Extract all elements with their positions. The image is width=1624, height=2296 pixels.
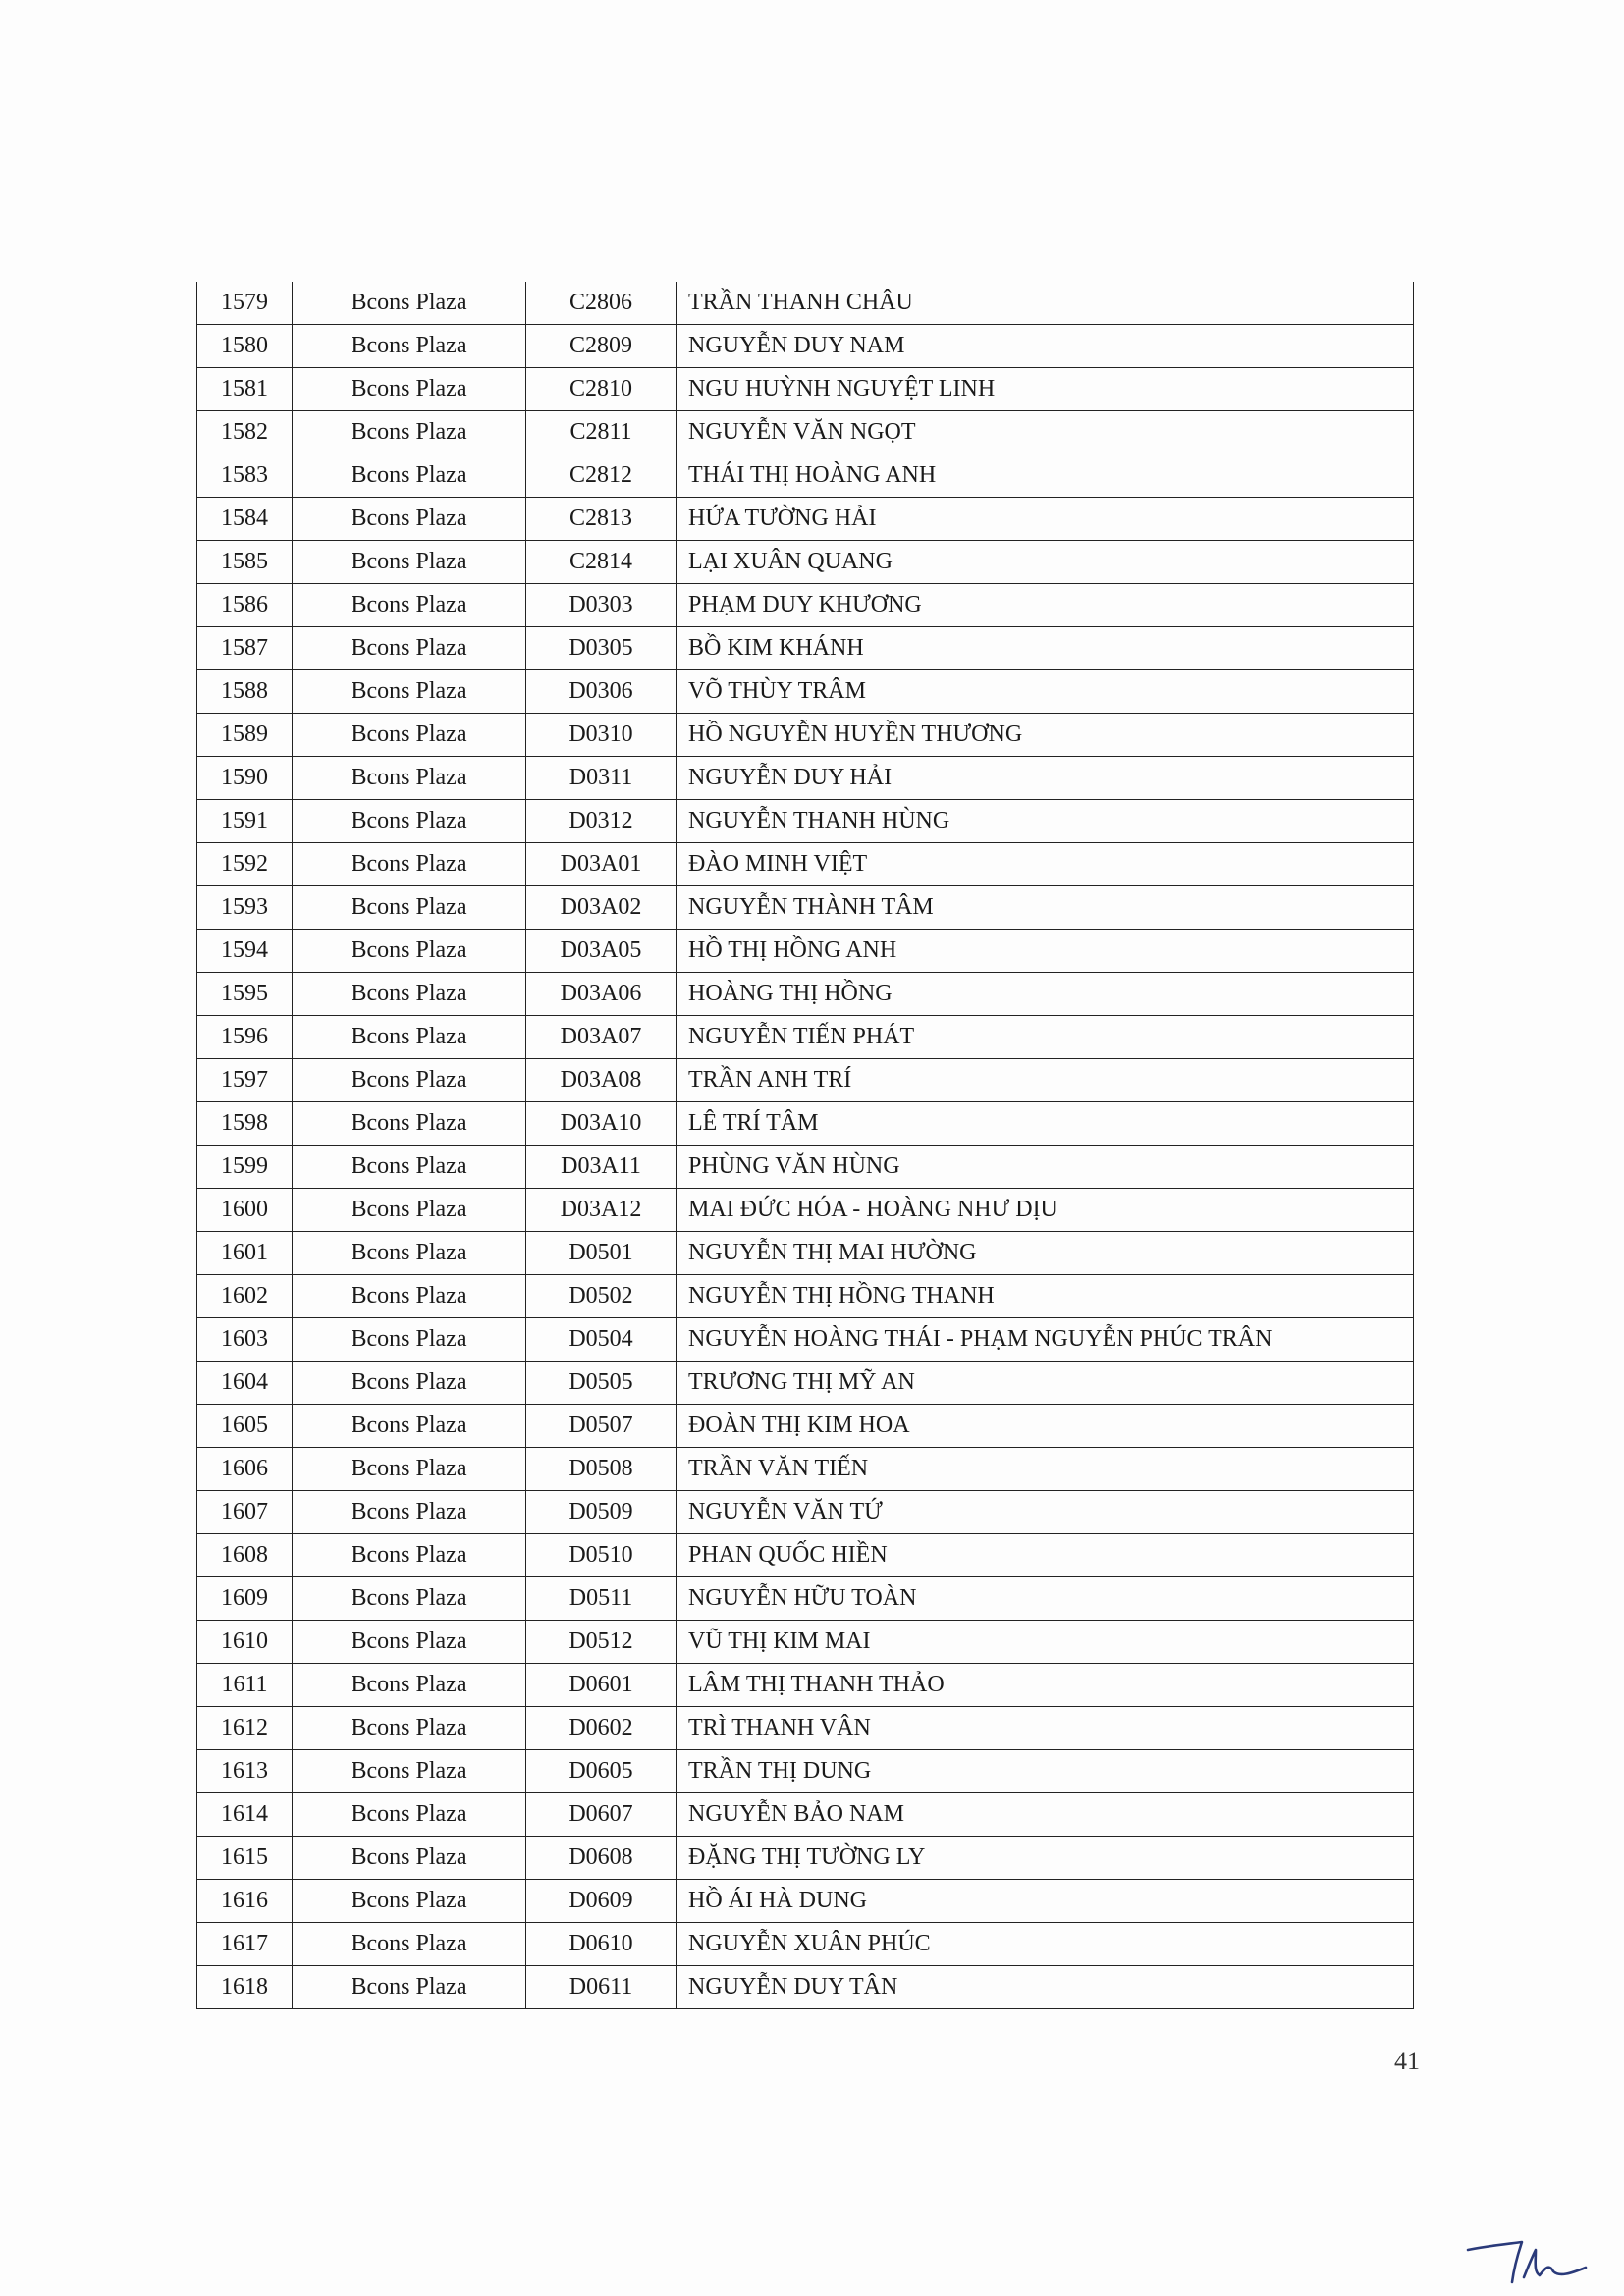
unit-code-cell: C2809 [526,325,677,368]
owner-name-cell: NGUYỄN THỊ MAI HƯỜNG [677,1232,1414,1275]
unit-code-cell: C2812 [526,454,677,498]
table-row [197,714,1414,757]
table-row [197,930,1414,973]
table-row [197,627,1414,670]
unit-code-cell: D0311 [526,757,677,800]
table-row [197,368,1414,411]
project-cell: Bcons Plaza [293,843,526,886]
page-number: 41 [1394,2047,1420,2075]
table-row [197,1448,1414,1491]
project-cell: Bcons Plaza [293,454,526,498]
project-cell: Bcons Plaza [293,368,526,411]
row-number-cell: 1596 [197,1016,293,1059]
owner-name-cell: NGUYỄN DUY TÂN [677,1966,1414,2009]
table-row [197,1146,1414,1189]
row-number-cell: 1589 [197,714,293,757]
table-body [197,282,1414,2009]
row-number-cell: 1587 [197,627,293,670]
handwritten-signature [1463,2228,1600,2287]
project-cell: Bcons Plaza [293,1146,526,1189]
row-number-cell: 1579 [197,282,293,325]
unit-code-cell: D0312 [526,800,677,843]
unit-code-cell: D0502 [526,1275,677,1318]
table-row [197,1534,1414,1577]
unit-code-cell: C2814 [526,541,677,584]
table-row [197,757,1414,800]
unit-code-cell: D03A11 [526,1146,677,1189]
unit-code-cell: D0609 [526,1880,677,1923]
unit-code-cell: D03A02 [526,886,677,930]
unit-code-cell: D0601 [526,1664,677,1707]
unit-code-cell: D0509 [526,1491,677,1534]
row-number-cell: 1580 [197,325,293,368]
unit-code-cell: D0508 [526,1448,677,1491]
row-number-cell: 1605 [197,1405,293,1448]
table-row [197,1577,1414,1621]
owner-name-cell: PHAN QUỐC HIỀN [677,1534,1414,1577]
row-number-cell: 1612 [197,1707,293,1750]
row-number-cell: 1582 [197,411,293,454]
project-cell: Bcons Plaza [293,1750,526,1793]
unit-code-cell: D0507 [526,1405,677,1448]
unit-code-cell: D0303 [526,584,677,627]
unit-code-cell: D03A07 [526,1016,677,1059]
unit-code-cell: D0501 [526,1232,677,1275]
row-number-cell: 1585 [197,541,293,584]
project-cell: Bcons Plaza [293,1362,526,1405]
table-row [197,1189,1414,1232]
project-cell: Bcons Plaza [293,670,526,714]
table-row [197,1621,1414,1664]
unit-code-cell: D03A12 [526,1189,677,1232]
project-cell: Bcons Plaza [293,498,526,541]
unit-code-cell: C2811 [526,411,677,454]
unit-code-cell: D03A05 [526,930,677,973]
project-cell: Bcons Plaza [293,627,526,670]
project-cell: Bcons Plaza [293,1793,526,1837]
row-number-cell: 1602 [197,1275,293,1318]
project-cell: Bcons Plaza [293,886,526,930]
unit-code-cell: D03A08 [526,1059,677,1102]
owner-name-cell: ĐÀO MINH VIỆT [677,843,1414,886]
row-number-cell: 1591 [197,800,293,843]
owner-name-cell: NGUYỄN TIẾN PHÁT [677,1016,1414,1059]
project-cell: Bcons Plaza [293,541,526,584]
owner-name-cell: HỨA TƯỜNG HẢI [677,498,1414,541]
table-row [197,1750,1414,1793]
row-number-cell: 1610 [197,1621,293,1664]
project-cell: Bcons Plaza [293,1491,526,1534]
table-row [197,1405,1414,1448]
project-cell: Bcons Plaza [293,1448,526,1491]
row-number-cell: 1588 [197,670,293,714]
project-cell: Bcons Plaza [293,1966,526,2009]
owner-name-cell: HỒ THỊ HỒNG ANH [677,930,1414,973]
row-number-cell: 1604 [197,1362,293,1405]
owner-name-cell: TRẦN THỊ DUNG [677,1750,1414,1793]
owner-name-cell: NGU HUỲNH NGUYỆT LINH [677,368,1414,411]
project-cell: Bcons Plaza [293,973,526,1016]
table-row [197,411,1414,454]
project-cell: Bcons Plaza [293,714,526,757]
owner-name-cell: NGUYỄN BẢO NAM [677,1793,1414,1837]
table-row [197,1275,1414,1318]
row-number-cell: 1615 [197,1837,293,1880]
table-row [197,282,1414,325]
row-number-cell: 1614 [197,1793,293,1837]
owner-name-cell: MAI ĐỨC HÓA - HOÀNG NHƯ DỊU [677,1189,1414,1232]
unit-code-cell: D0605 [526,1750,677,1793]
project-cell: Bcons Plaza [293,1621,526,1664]
owner-name-cell: HỒ NGUYỄN HUYỀN THƯƠNG [677,714,1414,757]
owner-name-cell: TRẦN VĂN TIẾN [677,1448,1414,1491]
row-number-cell: 1607 [197,1491,293,1534]
project-cell: Bcons Plaza [293,757,526,800]
project-cell: Bcons Plaza [293,1102,526,1146]
table-row [197,800,1414,843]
table-row [197,325,1414,368]
owner-name-cell: LÊ TRÍ TÂM [677,1102,1414,1146]
project-cell: Bcons Plaza [293,1016,526,1059]
project-cell: Bcons Plaza [293,1059,526,1102]
project-cell: Bcons Plaza [293,1837,526,1880]
unit-code-cell: D0306 [526,670,677,714]
table-row [197,1707,1414,1750]
table-row [197,454,1414,498]
owner-name-cell: TRƯƠNG THỊ MỸ AN [677,1362,1414,1405]
project-cell: Bcons Plaza [293,584,526,627]
project-cell: Bcons Plaza [293,930,526,973]
unit-code-cell: D0607 [526,1793,677,1837]
table-row [197,1966,1414,2009]
row-number-cell: 1595 [197,973,293,1016]
owner-name-cell: PHẠM DUY KHƯƠNG [677,584,1414,627]
table-row [197,1837,1414,1880]
owner-name-cell: NGUYỄN THANH HÙNG [677,800,1414,843]
owner-name-cell: NGUYỄN HỮU TOÀN [677,1577,1414,1621]
project-cell: Bcons Plaza [293,1577,526,1621]
project-cell: Bcons Plaza [293,800,526,843]
row-number-cell: 1606 [197,1448,293,1491]
row-number-cell: 1600 [197,1189,293,1232]
unit-code-cell: D0504 [526,1318,677,1362]
row-number-cell: 1601 [197,1232,293,1275]
row-number-cell: 1594 [197,930,293,973]
row-number-cell: 1592 [197,843,293,886]
table-row [197,498,1414,541]
owner-name-cell: NGUYỄN VĂN NGỌT [677,411,1414,454]
table-row [197,973,1414,1016]
owner-name-cell: NGUYỄN HOÀNG THÁI - PHẠM NGUYỄN PHÚC TRÂN [677,1318,1414,1362]
owner-name-cell: NGUYỄN THÀNH TÂM [677,886,1414,930]
table-row [197,1664,1414,1707]
owner-name-cell: NGUYỄN DUY HẢI [677,757,1414,800]
table-row [197,1491,1414,1534]
project-cell: Bcons Plaza [293,1318,526,1362]
table-row [197,670,1414,714]
owner-name-cell: NGUYỄN THỊ HỒNG THANH [677,1275,1414,1318]
project-cell: Bcons Plaza [293,1707,526,1750]
row-number-cell: 1586 [197,584,293,627]
table-row [197,584,1414,627]
row-number-cell: 1583 [197,454,293,498]
unit-code-cell: D0310 [526,714,677,757]
row-number-cell: 1598 [197,1102,293,1146]
project-cell: Bcons Plaza [293,282,526,325]
row-number-cell: 1609 [197,1577,293,1621]
project-cell: Bcons Plaza [293,1880,526,1923]
table-row [197,1016,1414,1059]
project-cell: Bcons Plaza [293,1189,526,1232]
row-number-cell: 1617 [197,1923,293,1966]
project-cell: Bcons Plaza [293,1664,526,1707]
row-number-cell: 1593 [197,886,293,930]
unit-code-cell: D0610 [526,1923,677,1966]
owner-name-cell: LÂM THỊ THANH THẢO [677,1664,1414,1707]
row-number-cell: 1581 [197,368,293,411]
row-number-cell: 1599 [197,1146,293,1189]
owner-name-cell: PHÙNG VĂN HÙNG [677,1146,1414,1189]
owner-list-table [196,282,1414,2009]
owner-name-cell: ĐẶNG THỊ TƯỜNG LY [677,1837,1414,1880]
project-cell: Bcons Plaza [293,325,526,368]
unit-code-cell: D0608 [526,1837,677,1880]
unit-code-cell: C2810 [526,368,677,411]
unit-code-cell: D0505 [526,1362,677,1405]
row-number-cell: 1603 [197,1318,293,1362]
project-cell: Bcons Plaza [293,1405,526,1448]
table-row [197,1232,1414,1275]
row-number-cell: 1608 [197,1534,293,1577]
unit-code-cell: D0602 [526,1707,677,1750]
table-row [197,1102,1414,1146]
project-cell: Bcons Plaza [293,1232,526,1275]
unit-code-cell: D03A01 [526,843,677,886]
owner-name-cell: HỒ ÁI HÀ DUNG [677,1880,1414,1923]
unit-code-cell: C2806 [526,282,677,325]
table-row [197,886,1414,930]
unit-code-cell: D0512 [526,1621,677,1664]
table-row [197,1059,1414,1102]
owner-name-cell: TRÌ THANH VÂN [677,1707,1414,1750]
row-number-cell: 1616 [197,1880,293,1923]
project-cell: Bcons Plaza [293,1923,526,1966]
owner-name-cell: TRẦN THANH CHÂU [677,282,1414,325]
owner-name-cell: VÕ THÙY TRÂM [677,670,1414,714]
owner-name-cell: NGUYỄN DUY NAM [677,325,1414,368]
table-row [197,1362,1414,1405]
owner-name-cell: THÁI THỊ HOÀNG ANH [677,454,1414,498]
owner-name-cell: NGUYỄN XUÂN PHÚC [677,1923,1414,1966]
owner-name-cell: VŨ THỊ KIM MAI [677,1621,1414,1664]
table-row [197,1318,1414,1362]
table-row [197,541,1414,584]
owner-name-cell: BỒ KIM KHÁNH [677,627,1414,670]
row-number-cell: 1611 [197,1664,293,1707]
project-cell: Bcons Plaza [293,1534,526,1577]
owner-name-cell: NGUYỄN VĂN TỨ [677,1491,1414,1534]
owner-name-cell: LẠI XUÂN QUANG [677,541,1414,584]
unit-code-cell: D0305 [526,627,677,670]
table-row [197,1880,1414,1923]
project-cell: Bcons Plaza [293,1275,526,1318]
row-number-cell: 1613 [197,1750,293,1793]
owner-name-cell: TRẦN ANH TRÍ [677,1059,1414,1102]
row-number-cell: 1618 [197,1966,293,2009]
row-number-cell: 1584 [197,498,293,541]
table-row [197,1923,1414,1966]
table-row [197,843,1414,886]
unit-code-cell: D0510 [526,1534,677,1577]
unit-code-cell: D03A10 [526,1102,677,1146]
row-number-cell: 1590 [197,757,293,800]
project-cell: Bcons Plaza [293,411,526,454]
unit-code-cell: D0511 [526,1577,677,1621]
unit-code-cell: D0611 [526,1966,677,2009]
unit-code-cell: C2813 [526,498,677,541]
row-number-cell: 1597 [197,1059,293,1102]
unit-code-cell: D03A06 [526,973,677,1016]
table-row [197,1793,1414,1837]
owner-name-cell: HOÀNG THỊ HỒNG [677,973,1414,1016]
owner-name-cell: ĐOÀN THỊ KIM HOA [677,1405,1414,1448]
